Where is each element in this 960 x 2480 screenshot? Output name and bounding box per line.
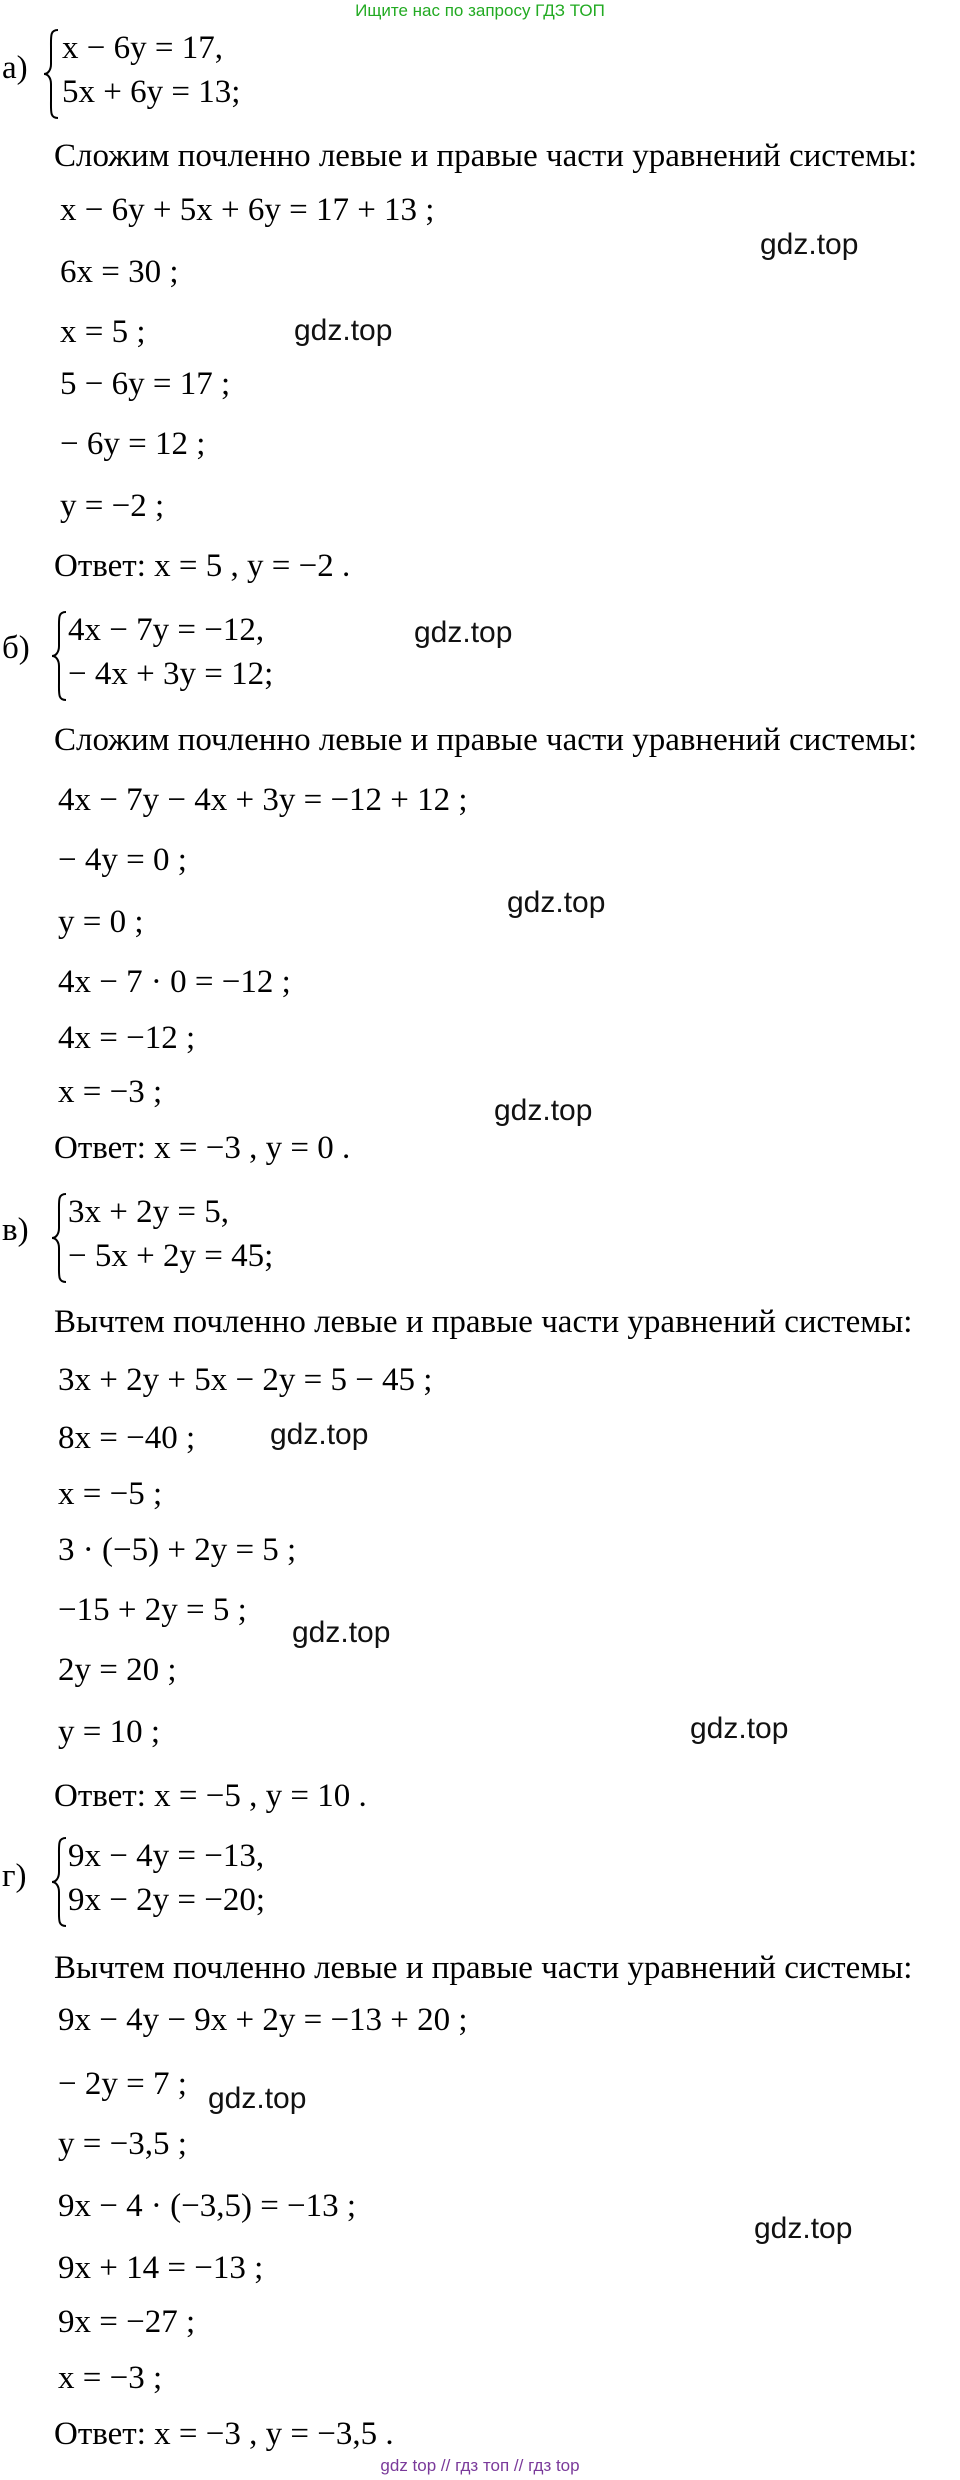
system-brace: [42, 28, 60, 120]
solution-step: 5 − 6y = 17 ;: [60, 366, 231, 402]
solution-step: 9x + 14 = −13 ;: [58, 2250, 264, 2286]
top-banner: Ищите нас по запросу ГДЗ ТОП: [355, 1, 605, 20]
footer-links: gdz top // гдз топ // гдз top: [380, 2456, 580, 2475]
solution-step: 4x = −12 ;: [58, 1020, 196, 1056]
system-equation-2: − 4x + 3y = 12;: [68, 656, 274, 692]
part-label: б): [2, 630, 30, 666]
solution-intro: Сложим почленно левые и правые части уравнений системы:: [54, 722, 918, 758]
solution-step: 2y = 20 ;: [58, 1652, 177, 1688]
part-label: в): [2, 1212, 29, 1248]
solution-step: −15 + 2y = 5 ;: [58, 1592, 247, 1628]
solution-step: 9x = −27 ;: [58, 2304, 196, 2340]
solution-step: y = −3,5 ;: [58, 2126, 187, 2162]
watermark: gdz.top: [690, 1712, 789, 1745]
watermark: gdz.top: [292, 1616, 391, 1649]
solution-step: − 4y = 0 ;: [58, 842, 187, 878]
solution-step: 9x − 4y − 9x + 2y = −13 + 20 ;: [58, 2002, 468, 2038]
solution-step: − 2y = 7 ;: [58, 2066, 187, 2102]
solution-step: x = −3 ;: [58, 1074, 163, 1110]
watermark: gdz.top: [270, 1418, 369, 1451]
watermark: gdz.top: [414, 616, 513, 649]
solution-step: 3 · (−5) + 2y = 5 ;: [58, 1532, 297, 1568]
answer-line: Ответ: x = −5 , y = 10 .: [54, 1778, 367, 1814]
solution-intro: Вычтем почленно левые и правые части уравнений системы:: [54, 1304, 913, 1340]
solution-step: y = −2 ;: [60, 488, 165, 524]
solution-step: 6x = 30 ;: [60, 254, 179, 290]
part-label: а): [2, 50, 28, 86]
solution-step: y = 0 ;: [58, 904, 144, 940]
watermark: gdz.top: [208, 2082, 307, 2115]
watermark: gdz.top: [294, 314, 393, 347]
solution-step: x = −5 ;: [58, 1476, 163, 1512]
system-brace: [50, 610, 68, 702]
solution-step: 4x − 7 · 0 = −12 ;: [58, 964, 291, 1000]
solution-step: 4x − 7y − 4x + 3y = −12 + 12 ;: [58, 782, 468, 818]
solution-step: 8x = −40 ;: [58, 1420, 196, 1456]
solution-intro: Сложим почленно левые и правые части уравнений системы:: [54, 138, 918, 174]
system-equation-2: 5x + 6y = 13;: [62, 74, 241, 110]
watermark: gdz.top: [507, 886, 606, 919]
solution-intro: Вычтем почленно левые и правые части уравнений системы:: [54, 1950, 913, 1986]
solution-step: x − 6y + 5x + 6y = 17 + 13 ;: [60, 192, 435, 228]
solution-step: 3x + 2y + 5x − 2y = 5 − 45 ;: [58, 1362, 433, 1398]
solution-step: − 6y = 12 ;: [60, 426, 206, 462]
watermark: gdz.top: [494, 1094, 593, 1127]
system-brace: [50, 1192, 68, 1284]
system-brace: [50, 1836, 68, 1928]
solution-step: x = −3 ;: [58, 2360, 163, 2396]
system-equation-1: 4x − 7y = −12,: [68, 612, 265, 648]
solution-step: x = 5 ;: [60, 314, 146, 350]
solution-step: 9x − 4 · (−3,5) = −13 ;: [58, 2188, 357, 2224]
watermark: gdz.top: [754, 2212, 853, 2245]
system-equation-1: x − 6y = 17,: [62, 30, 223, 66]
part-label: г): [2, 1858, 27, 1894]
system-equation-2: 9x − 2y = −20;: [68, 1882, 266, 1918]
solution-step: y = 10 ;: [58, 1714, 161, 1750]
answer-line: Ответ: x = 5 , y = −2 .: [54, 548, 351, 584]
system-equation-2: − 5x + 2y = 45;: [68, 1238, 274, 1274]
system-equation-1: 3x + 2y = 5,: [68, 1194, 229, 1230]
system-equation-1: 9x − 4y = −13,: [68, 1838, 265, 1874]
answer-line: Ответ: x = −3 , y = −3,5 .: [54, 2416, 394, 2452]
watermark: gdz.top: [760, 228, 859, 261]
answer-line: Ответ: x = −3 , y = 0 .: [54, 1130, 351, 1166]
